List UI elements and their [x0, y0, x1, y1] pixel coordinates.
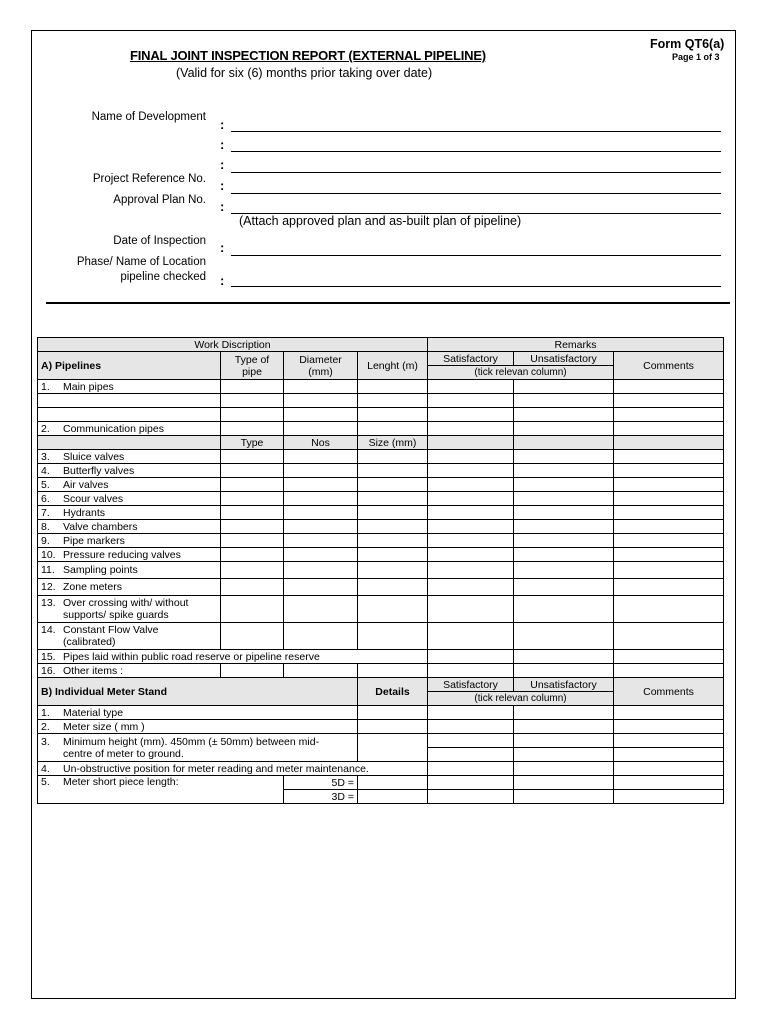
entry-cell[interactable]	[221, 506, 284, 520]
item-label: Zone meters	[63, 581, 122, 593]
table-row	[38, 762, 724, 776]
entry-cell[interactable]	[614, 422, 724, 436]
entry-cell[interactable]	[514, 790, 614, 804]
satisfactory-header: Satisfactory	[428, 352, 514, 366]
item-label: Material type	[63, 706, 124, 719]
entry-cell[interactable]	[428, 548, 514, 562]
item-number: 6.	[41, 492, 50, 505]
entry-cell[interactable]	[221, 623, 284, 650]
entry-cell[interactable]	[221, 520, 284, 534]
table-row	[38, 506, 724, 520]
entry-cell[interactable]	[358, 422, 428, 436]
entry-cell[interactable]	[284, 520, 358, 534]
item-label: Valve chambers	[63, 520, 138, 533]
entry-cell[interactable]	[358, 548, 428, 562]
colon: :	[220, 117, 225, 132]
item-cell	[38, 579, 221, 596]
entry-cell[interactable]	[221, 478, 284, 492]
entry-cell[interactable]	[428, 394, 514, 408]
table-row	[38, 776, 724, 790]
entry-cell[interactable]	[514, 562, 614, 579]
item-cell	[38, 380, 221, 394]
item-cell	[38, 464, 221, 478]
entry-cell[interactable]	[284, 394, 358, 408]
entry-cell[interactable]	[221, 380, 284, 394]
blank-header-cell	[514, 436, 614, 450]
entry-cell[interactable]	[614, 776, 724, 790]
five-d-label: 5D =	[284, 776, 358, 790]
entry-cell[interactable]	[358, 579, 428, 596]
item-cell	[38, 720, 358, 734]
entry-cell[interactable]	[614, 464, 724, 478]
entry-cell[interactable]	[614, 520, 724, 534]
colon: :	[220, 199, 225, 214]
entry-cell[interactable]	[284, 664, 358, 678]
item-label-continued: (calibrated)	[63, 636, 116, 648]
entry-cell[interactable]	[614, 380, 724, 394]
entry-cell[interactable]	[514, 650, 614, 664]
item-number: 10.	[41, 548, 56, 561]
entry-cell[interactable]	[614, 748, 724, 762]
entry-cell[interactable]	[514, 422, 614, 436]
entry-cell[interactable]	[428, 422, 514, 436]
item-number: 4.	[41, 464, 50, 477]
entry-cell[interactable]	[614, 478, 724, 492]
entry-cell[interactable]	[428, 623, 514, 650]
section-divider	[46, 302, 730, 304]
entry-cell[interactable]	[358, 596, 428, 623]
diameter-header: Diameter (mm)	[284, 352, 358, 380]
date-of-inspection-label: Date of Inspection	[113, 235, 206, 247]
entry-cell[interactable]	[428, 650, 514, 664]
entry-cell[interactable]	[284, 492, 358, 506]
item-number: 2.	[41, 422, 50, 435]
satisfactory-header: Satisfactory	[428, 678, 514, 692]
entry-cell[interactable]	[614, 562, 724, 579]
item-number: 5.	[41, 478, 50, 491]
entry-cell[interactable]	[614, 394, 724, 408]
entry-cell[interactable]	[614, 579, 724, 596]
entry-cell[interactable]	[614, 548, 724, 562]
entry-cell[interactable]	[614, 706, 724, 720]
entry-cell[interactable]	[428, 596, 514, 623]
entry-cell[interactable]	[221, 579, 284, 596]
details-header: Details	[358, 678, 428, 706]
item-cell	[38, 492, 221, 506]
table-row	[38, 623, 724, 650]
item-label-continued: supports/ spike guards	[63, 609, 169, 621]
entry-cell[interactable]	[428, 776, 514, 790]
entry-cell[interactable]	[284, 562, 358, 579]
entry-cell[interactable]	[358, 720, 428, 734]
item-label: Un-obstructive position for meter reading and meter maintenance.	[63, 762, 369, 775]
fittings-header-row	[38, 436, 724, 450]
entry-cell[interactable]	[614, 664, 724, 678]
item-cell	[38, 650, 428, 664]
item-number: 3.	[41, 735, 50, 748]
page-indicator: Page 1 of 3	[672, 52, 720, 62]
entry-cell[interactable]	[614, 450, 724, 464]
entry-cell[interactable]	[428, 492, 514, 506]
entry-cell[interactable]	[358, 790, 428, 804]
table-row	[38, 734, 724, 748]
table-header-row	[38, 338, 724, 352]
item-label: Main pipes	[63, 380, 114, 393]
report-subtitle: (Valid for six (6) months prior taking over date)	[176, 66, 433, 80]
entry-cell[interactable]	[358, 520, 428, 534]
entry-cell[interactable]	[428, 408, 514, 422]
item-label: Sluice valves	[63, 450, 125, 463]
item-cell	[38, 450, 221, 464]
table-row	[38, 450, 724, 464]
table-row	[38, 464, 724, 478]
item-number: 13.	[41, 597, 56, 609]
entry-cell[interactable]	[428, 664, 514, 678]
entry-cell[interactable]	[358, 623, 428, 650]
item-label: Pipe markers	[63, 534, 125, 547]
entry-cell[interactable]	[358, 450, 428, 464]
tick-note: (tick relevan column)	[428, 366, 614, 380]
item-number: 12.	[41, 581, 56, 593]
entry-cell[interactable]	[221, 534, 284, 548]
work-description-header: Work Discription	[38, 338, 428, 352]
item-number: 14.	[41, 624, 56, 636]
entry-cell[interactable]	[428, 579, 514, 596]
entry-cell[interactable]	[221, 548, 284, 562]
attach-note: (Attach approved plan and as-built plan of pipeline)	[239, 214, 522, 228]
entry-cell[interactable]	[614, 734, 724, 748]
item-label: Meter short piece length:	[63, 776, 179, 788]
entry-cell[interactable]	[514, 506, 614, 520]
entry-cell[interactable]	[284, 596, 358, 623]
entry-cell[interactable]	[284, 450, 358, 464]
entry-cell[interactable]	[428, 506, 514, 520]
item-cell	[38, 762, 428, 776]
remarks-header: Remarks	[428, 338, 724, 352]
item-cell	[38, 506, 221, 520]
item-number: 7.	[41, 506, 50, 519]
unsatisfactory-header: Unsatisfactory	[514, 352, 614, 366]
table-row	[38, 492, 724, 506]
item-label: Pipes laid within public road reserve or pipeline reserve	[63, 650, 320, 663]
date-of-inspection-line[interactable]	[231, 255, 721, 256]
entry-cell[interactable]	[514, 450, 614, 464]
size-header: Size (mm)	[358, 436, 428, 450]
entry-cell[interactable]	[284, 579, 358, 596]
item-label: Hydrants	[63, 506, 106, 519]
form-number: Form QT6(a)	[650, 37, 725, 51]
entry-cell[interactable]	[428, 520, 514, 534]
entry-cell[interactable]	[284, 623, 358, 650]
entry-cell[interactable]	[614, 506, 724, 520]
item-label: Other items :	[63, 664, 124, 677]
entry-cell[interactable]	[614, 534, 724, 548]
item-number: 5.	[41, 776, 50, 788]
entry-cell[interactable]	[284, 534, 358, 548]
entry-cell[interactable]	[358, 492, 428, 506]
entry-cell[interactable]	[514, 464, 614, 478]
table-row	[38, 650, 724, 664]
item-label: Meter size ( mm )	[63, 720, 145, 733]
table-row	[38, 422, 724, 436]
entry-cell[interactable]	[358, 464, 428, 478]
entry-cell[interactable]	[514, 548, 614, 562]
table-row	[38, 534, 724, 548]
entry-cell[interactable]	[358, 394, 428, 408]
entry-cell[interactable]	[614, 720, 724, 734]
entry-cell[interactable]	[514, 394, 614, 408]
table-row	[38, 562, 724, 579]
comments-header: Comments	[614, 678, 724, 706]
item-number: 16.	[41, 664, 56, 677]
entry-cell[interactable]	[514, 492, 614, 506]
entry-cell[interactable]	[221, 562, 284, 579]
comments-header: Comments	[614, 352, 724, 380]
item-cell	[38, 562, 221, 579]
item-label: Pressure reducing valves	[63, 548, 181, 561]
item-label: Butterfly valves	[63, 464, 135, 477]
entry-cell[interactable]	[514, 762, 614, 776]
blank-header-cell	[38, 436, 221, 450]
colon: :	[220, 137, 225, 152]
entry-cell[interactable]	[428, 748, 514, 762]
entry-cell[interactable]	[428, 380, 514, 394]
entry-cell[interactable]	[221, 464, 284, 478]
nos-header: Nos	[284, 436, 358, 450]
entry-cell[interactable]	[221, 408, 284, 422]
entry-cell[interactable]	[428, 464, 514, 478]
entry-cell[interactable]	[428, 562, 514, 579]
entry-cell[interactable]	[514, 734, 614, 748]
table-row	[38, 720, 724, 734]
entry-cell[interactable]	[514, 748, 614, 762]
entry-cell[interactable]	[221, 492, 284, 506]
entry-cell[interactable]	[614, 762, 724, 776]
entry-cell[interactable]	[614, 408, 724, 422]
phase-location-label: Phase/ Name of Location	[76, 256, 206, 268]
section-a-header: A) Pipelines	[38, 352, 221, 380]
table-row	[38, 706, 724, 720]
entry-cell[interactable]	[358, 534, 428, 548]
table-row	[38, 664, 724, 678]
phase-location-line[interactable]	[231, 286, 721, 287]
blank-header-cell	[428, 436, 514, 450]
entry-cell[interactable]	[514, 534, 614, 548]
colon: :	[220, 273, 225, 288]
item-label: Constant Flow Valve	[63, 624, 159, 636]
entry-cell[interactable]	[221, 664, 284, 678]
entry-cell[interactable]	[284, 464, 358, 478]
project-reference-label: Project Reference No.	[92, 173, 206, 185]
item-cell	[38, 596, 221, 623]
item-cell	[38, 478, 221, 492]
item-number: 1.	[41, 380, 50, 393]
item-cell	[38, 706, 358, 720]
item-number: 15.	[41, 650, 56, 663]
section-b-header-row	[38, 678, 724, 692]
entry-cell[interactable]	[514, 520, 614, 534]
blank-cell	[38, 394, 221, 408]
entry-cell[interactable]	[514, 706, 614, 720]
item-number: 8.	[41, 520, 50, 533]
item-cell	[38, 520, 221, 534]
entry-cell[interactable]	[358, 706, 428, 720]
length-header: Lenght (m)	[358, 352, 428, 380]
item-cell	[38, 664, 221, 678]
entry-cell[interactable]	[358, 408, 428, 422]
entry-cell[interactable]	[514, 579, 614, 596]
item-cell	[38, 548, 221, 562]
table-row	[38, 478, 724, 492]
table-row	[38, 394, 724, 408]
item-cell	[38, 734, 358, 762]
entry-cell[interactable]	[428, 790, 514, 804]
entry-cell[interactable]	[428, 762, 514, 776]
table-row	[38, 596, 724, 623]
item-cell	[38, 776, 284, 804]
item-cell	[38, 534, 221, 548]
name-of-development-line-2[interactable]	[231, 151, 721, 152]
entry-cell[interactable]	[284, 478, 358, 492]
entry-cell[interactable]	[428, 734, 514, 748]
entry-cell[interactable]	[358, 380, 428, 394]
entry-cell[interactable]	[514, 408, 614, 422]
pipeline-checked-label: pipeline checked	[120, 271, 206, 283]
entry-cell[interactable]	[284, 548, 358, 562]
entry-cell[interactable]	[358, 776, 428, 790]
entry-cell[interactable]	[428, 720, 514, 734]
entry-cell[interactable]	[514, 720, 614, 734]
entry-cell[interactable]	[514, 380, 614, 394]
table-row	[38, 579, 724, 596]
name-of-development-line-3[interactable]	[231, 172, 721, 173]
three-d-label: 3D =	[284, 790, 358, 804]
name-of-development-line-1[interactable]	[231, 131, 721, 132]
item-number: 9.	[41, 534, 50, 547]
tick-note: (tick relevan column)	[428, 692, 614, 706]
inspection-table	[37, 337, 724, 804]
blank-cell	[38, 408, 221, 422]
item-number: 3.	[41, 450, 50, 463]
item-label: Minimum height (mm). 450mm (± 50mm) between mid-	[63, 735, 320, 748]
entry-cell[interactable]	[614, 492, 724, 506]
table-subheader-row	[38, 352, 724, 366]
name-of-development-label: Name of Development	[91, 111, 206, 123]
item-label: Sampling points	[63, 564, 138, 576]
entry-cell[interactable]	[284, 408, 358, 422]
item-number: 1.	[41, 706, 50, 719]
entry-cell[interactable]	[514, 623, 614, 650]
entry-cell[interactable]	[614, 650, 724, 664]
entry-cell[interactable]	[221, 596, 284, 623]
approval-plan-label: Approval Plan No.	[113, 194, 206, 206]
entry-cell[interactable]	[514, 478, 614, 492]
entry-cell[interactable]	[358, 734, 428, 762]
entry-cell[interactable]	[284, 380, 358, 394]
entry-cell[interactable]	[358, 478, 428, 492]
item-label: Communication pipes	[63, 422, 164, 435]
colon: :	[220, 157, 225, 172]
item-label: Scour valves	[63, 492, 124, 505]
entry-cell[interactable]	[514, 776, 614, 790]
blank-header-cell	[614, 436, 724, 450]
colon: :	[220, 240, 225, 255]
report-title: FINAL JOINT INSPECTION REPORT (EXTERNAL PIPELINE)	[130, 48, 486, 63]
entry-cell[interactable]	[221, 422, 284, 436]
entry-cell[interactable]	[358, 664, 428, 678]
section-b-header: B) Individual Meter Stand	[38, 678, 358, 706]
entry-cell[interactable]	[428, 534, 514, 548]
entry-cell[interactable]	[428, 478, 514, 492]
unsatisfactory-header: Unsatisfactory	[514, 678, 614, 692]
entry-cell[interactable]	[428, 706, 514, 720]
item-label: Air valves	[63, 478, 109, 491]
entry-cell[interactable]	[358, 506, 428, 520]
table-row	[38, 520, 724, 534]
item-label-continued: centre of meter to ground.	[63, 747, 184, 760]
entry-cell[interactable]	[614, 790, 724, 804]
entry-cell[interactable]	[614, 596, 724, 623]
project-reference-line[interactable]	[231, 193, 721, 194]
entry-cell[interactable]	[284, 422, 358, 436]
item-cell	[38, 422, 221, 436]
entry-cell[interactable]	[284, 506, 358, 520]
entry-cell[interactable]	[221, 394, 284, 408]
item-label: Over crossing with/ without	[63, 597, 189, 609]
item-number: 2.	[41, 720, 50, 733]
table-row	[38, 548, 724, 562]
table-row	[38, 380, 724, 394]
item-number: 4.	[41, 762, 50, 775]
entry-cell[interactable]	[514, 664, 614, 678]
entry-cell[interactable]	[221, 450, 284, 464]
item-number: 11.	[41, 564, 55, 576]
entry-cell[interactable]	[358, 562, 428, 579]
colon: :	[220, 178, 225, 193]
type-of-pipe-header: Type of pipe	[221, 352, 284, 380]
entry-cell[interactable]	[514, 596, 614, 623]
type-header: Type	[221, 436, 284, 450]
entry-cell[interactable]	[428, 450, 514, 464]
entry-cell[interactable]	[614, 623, 724, 650]
item-cell	[38, 623, 221, 650]
table-row	[38, 408, 724, 422]
